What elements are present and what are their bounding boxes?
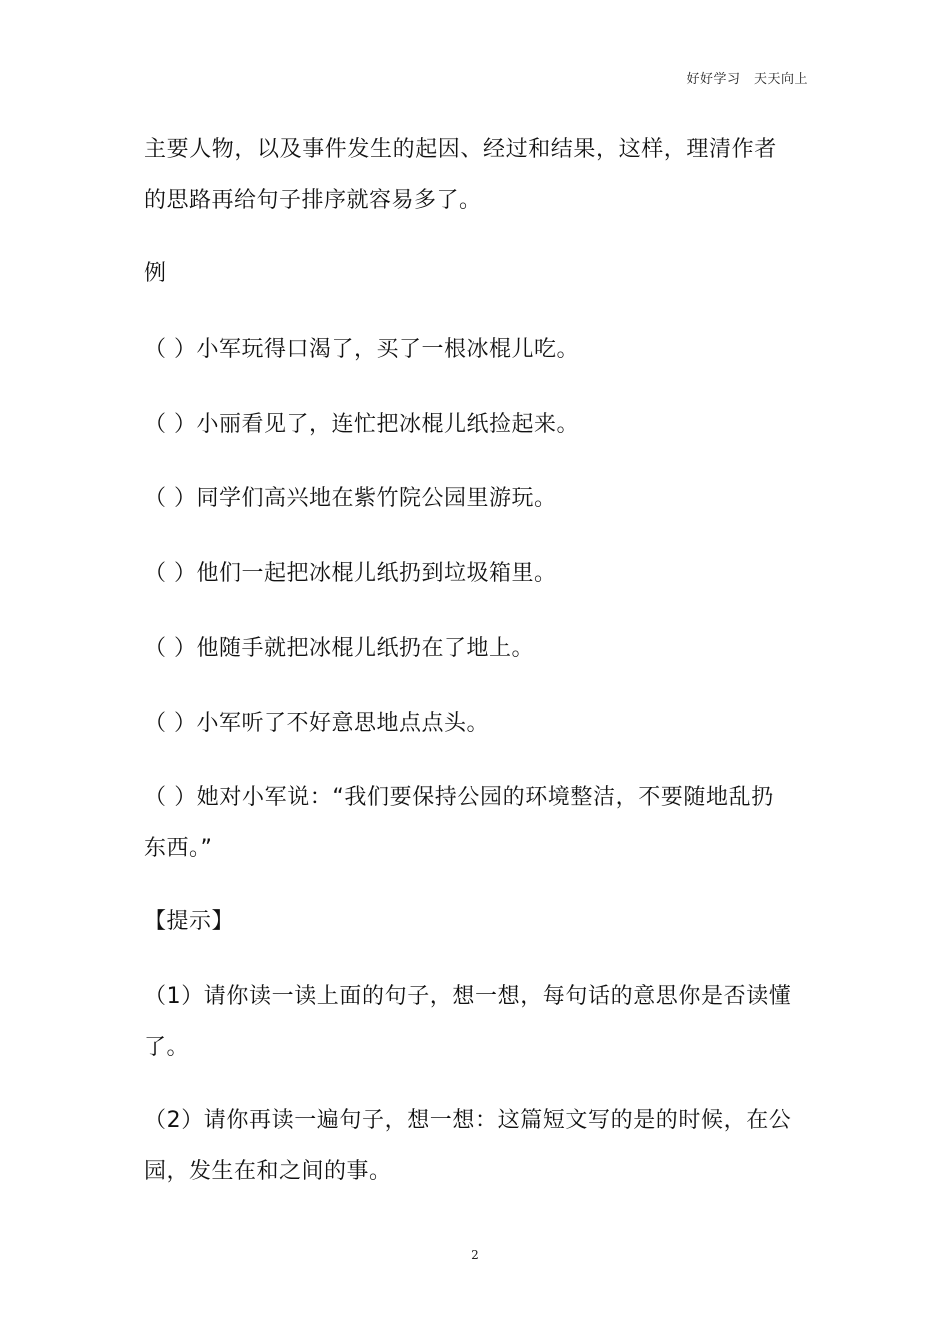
hint-item-2-line-2: 园，发生在和之间的事。 [144, 1159, 392, 1184]
page-number: 2 [471, 1248, 479, 1262]
example-label: 例 [144, 261, 167, 286]
sentence-6: （ ）小军听了不好意思地点点头。 [144, 711, 489, 736]
intro-line-1: 主要人物，以及事件发生的起因、经过和结果，这样，理清作者 [144, 137, 777, 162]
page-header: 好好学习 天天向上 [686, 72, 808, 87]
sentence-7-line-1: （ ）她对小军说：“我们要保持公园的环境整洁，不要随地乱扔 [144, 785, 774, 810]
hint-item-1-line-2: 了。 [144, 1035, 190, 1060]
sentence-2: （ ）小丽看见了，连忙把冰棍儿纸捡起来。 [144, 412, 579, 437]
sentence-4: （ ）他们一起把冰棍儿纸扔到垃圾箱里。 [144, 561, 557, 586]
sentence-3: （ ）同学们高兴地在紫竹院公园里游玩。 [144, 486, 557, 511]
hint-item-2-line-1: （2）请你再读一遍句子，想一想：这篇短文写的是的时候，在公 [144, 1108, 792, 1133]
sentence-5: （ ）他随手就把冰棍儿纸扔在了地上。 [144, 636, 534, 661]
hint-label: 【提示】 [144, 909, 235, 934]
hint-item-1-line-1: （1）请你读一读上面的句子，想一想，每句话的意思你是否读懂 [144, 984, 792, 1009]
sentence-7-line-2: 东西。” [144, 836, 213, 861]
intro-line-2: 的思路再给句子排序就容易多了。 [144, 188, 482, 213]
sentence-1: （ ）小军玩得口渴了，买了一根冰棍儿吃。 [144, 337, 579, 362]
